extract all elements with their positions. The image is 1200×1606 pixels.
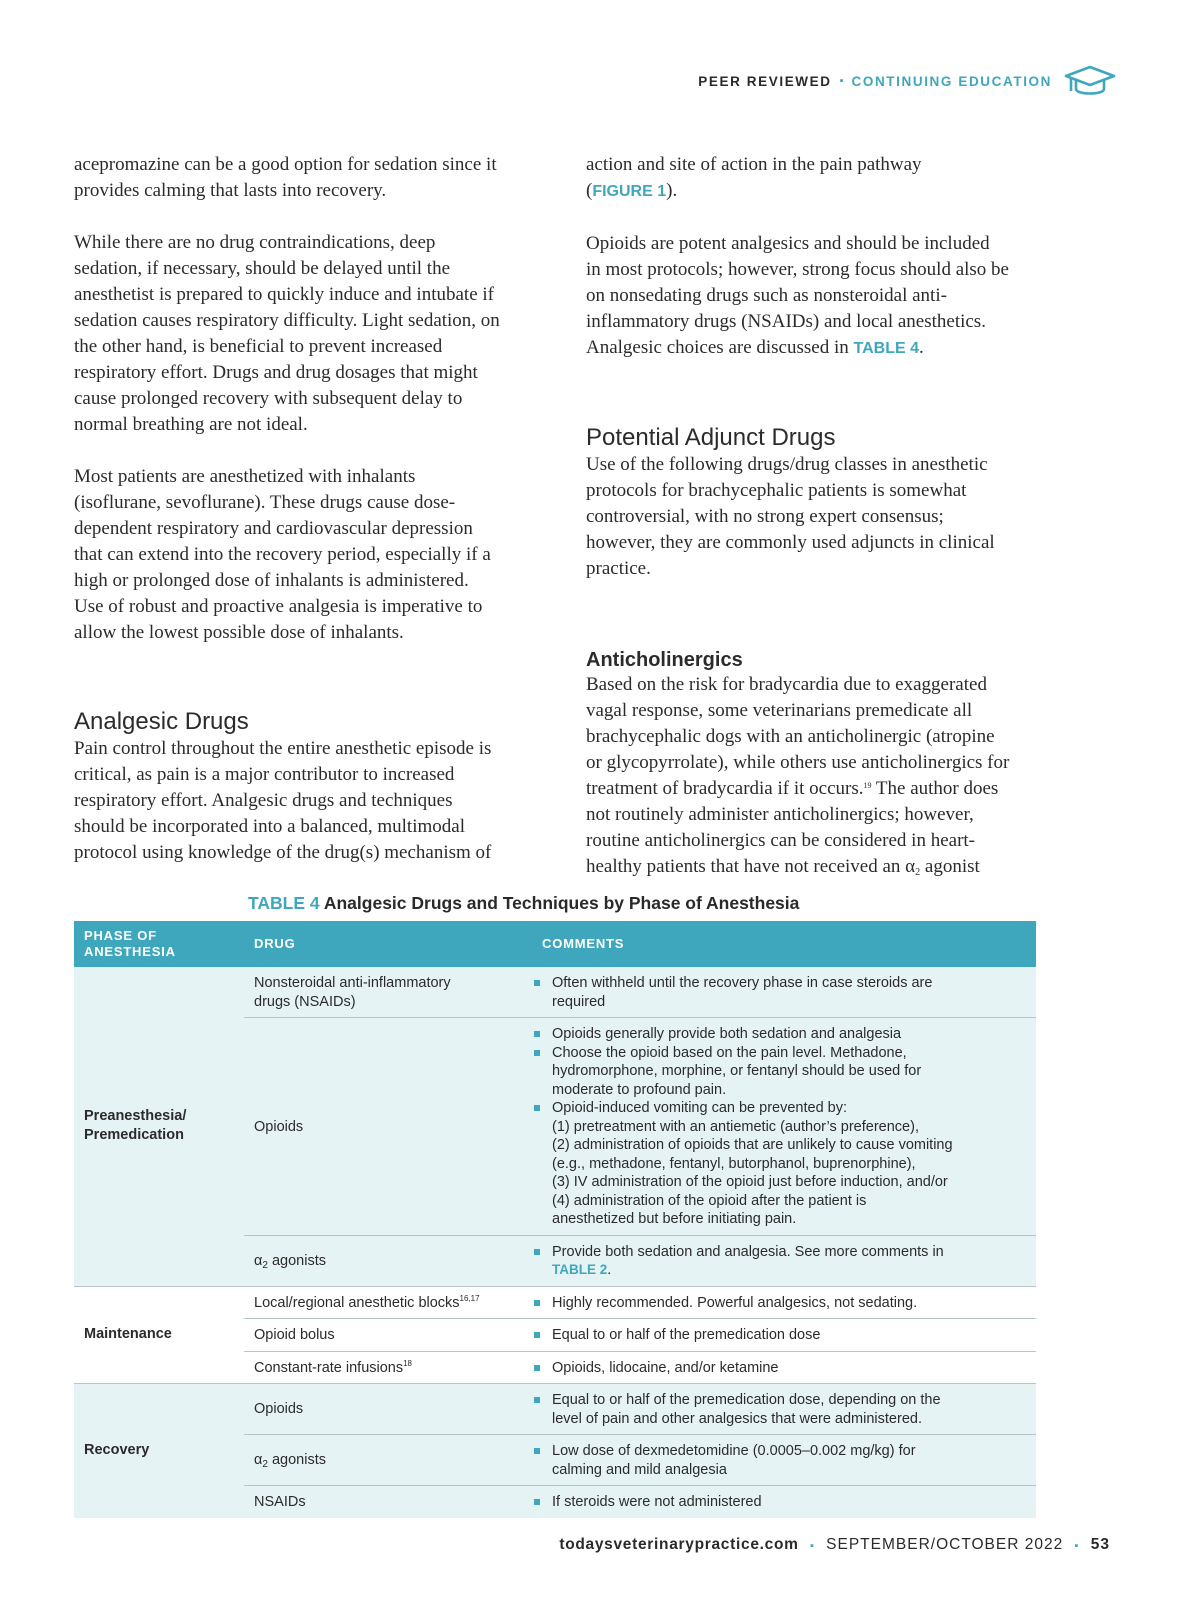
bullet-item <box>532 1243 1028 1280</box>
text-line: protocol using knowledge of the drug(s) mechanism of <box>74 842 492 863</box>
bullet-item <box>532 974 1028 1011</box>
heading-anticholinergics: Anticholinergics <box>586 649 743 671</box>
text-line: practice. <box>586 558 651 579</box>
comments-cell <box>532 1025 1036 1229</box>
text-line: or glycopyrrolate), while others use anticholinergics for <box>586 752 1010 773</box>
bullet-square-icon <box>534 980 540 986</box>
paragraph <box>74 152 536 204</box>
text-line: respiratory effort. Drugs and drug dosages that might <box>74 362 478 383</box>
text-line: high or prolonged dose of inhalants is administered. <box>74 570 469 591</box>
drug-cell: Opioid bolus <box>254 1327 335 1343</box>
table-caption <box>248 893 799 914</box>
bullet-square-icon <box>534 1249 540 1255</box>
bullet-item <box>532 1044 1028 1100</box>
comments-cell <box>532 1294 1036 1313</box>
text-line: Use of the following drugs/drug classes in anesthetic <box>586 454 988 475</box>
comment-text: Low dose of dexmedetomidine (0.0005–0.002 mg/kg) for <box>552 1443 916 1459</box>
table-4-link[interactable]: TABLE 4 <box>853 340 919 357</box>
table-row <box>244 1287 1036 1319</box>
drug-text: agonists <box>267 1252 326 1269</box>
footer-separator: ▪ <box>809 1540 815 1552</box>
drug-text: drugs (NSAIDs) <box>254 993 356 1010</box>
table-header <box>74 921 1036 967</box>
paragraph <box>74 230 536 438</box>
table-title: Analgesic Drugs and Techniques by Phase of Anesthesia <box>323 893 800 913</box>
category-label: CONTINUING EDUCATION <box>851 73 1052 89</box>
phase-label <box>84 967 244 1286</box>
paragraph <box>586 672 1048 880</box>
heading-potential-adjunct-drugs: Potential Adjunct Drugs <box>586 424 836 451</box>
drug-text: agonists <box>267 1452 326 1469</box>
comment-text: Opioids generally provide both sedation and analgesia <box>552 1026 902 1042</box>
phase-group-recovery <box>74 1383 1036 1518</box>
paragraph <box>74 736 536 866</box>
page-footer <box>559 1536 1110 1554</box>
comment-text: . <box>607 1262 612 1278</box>
phase-label: Maintenance <box>84 1326 172 1343</box>
text-line: action and site of action in the pain pathway <box>586 154 922 175</box>
comments-cell <box>532 1243 1036 1280</box>
text: . <box>918 337 924 358</box>
header-comments: COMMENTS <box>542 936 625 951</box>
text-line: routine anticholinergics can be considered in heart- <box>586 830 975 851</box>
comments-cell <box>532 1391 1036 1428</box>
citation: 18 <box>403 1358 413 1368</box>
drug-cell: NSAIDs <box>254 1494 306 1510</box>
bullet-square-icon <box>534 1332 540 1338</box>
drug-text: α <box>254 1252 263 1269</box>
comment-text: Equal to or half of the premedication dose <box>552 1327 821 1343</box>
text-line: allow the lowest possible dose of inhalants. <box>74 622 404 643</box>
text-line: should be incorporated into a balanced, multimodal <box>74 816 465 837</box>
text-line: the other hand, is beneficial to prevent increased <box>74 336 443 357</box>
paragraph <box>74 464 536 646</box>
text-line <box>586 854 1048 880</box>
phase-label: Recovery <box>84 1442 150 1459</box>
header-drug: DRUG <box>254 936 296 951</box>
bullet-item <box>532 1099 1028 1229</box>
text-line: that can extend into the recovery period, especially if a <box>74 544 491 565</box>
text-line: controversial, with no strong expert consensus; <box>586 506 944 527</box>
bullet-item <box>532 1359 1028 1378</box>
comment-text: (2) administration of opioids that are unlikely to cause vomiting <box>552 1137 953 1153</box>
drug-cell: Opioids <box>254 1118 304 1135</box>
text-line: brachycephalic dogs with an anticholinergic (atropine <box>586 726 995 747</box>
comment-text: level of pain and other analgesics that were administered. <box>552 1410 922 1427</box>
phase-text: Preanesthesia/ <box>84 1108 187 1125</box>
phase-group-preanesthesia <box>74 967 1036 1286</box>
text-line <box>586 776 1048 802</box>
comment-text: calming and mild analgesia <box>552 1461 727 1478</box>
comment-text: (3) IV administration of the opioid just before induction, and/or <box>552 1174 948 1190</box>
table-row <box>244 1351 1036 1384</box>
comment-text: (1) pretreatment with an antiemetic (author’s preference), <box>552 1118 919 1135</box>
comment-text: Equal to or half of the premedication dose, depending on the <box>552 1392 941 1408</box>
text-line: Use of robust and proactive analgesia is imperative to <box>74 596 483 617</box>
text-line: anesthetist is prepared to quickly induce and intubate if <box>74 284 494 305</box>
paragraph <box>586 231 1048 362</box>
comment-text: If steroids were not administered <box>552 1494 762 1510</box>
text-line: Pain control throughout the entire anesthetic episode is <box>74 738 492 759</box>
text: treatment of bradycardia if it occurs. <box>586 778 864 799</box>
text-line: cause prolonged recovery with subsequent delay to <box>74 388 463 409</box>
text-line: sedation, if necessary, should be delayed until the <box>74 258 451 279</box>
bullet-square-icon <box>534 1448 540 1454</box>
comment-text: (e.g., methadone, fentanyl, butorphanol, buprenorphine), <box>552 1155 916 1172</box>
text-line <box>586 335 1048 362</box>
table-row <box>244 1434 1036 1485</box>
bullet-item <box>532 1442 1028 1479</box>
table-number: TABLE 4 <box>248 893 320 913</box>
comment-text: required <box>552 993 606 1010</box>
comment-text: anesthetized but before initiating pain. <box>552 1211 797 1227</box>
comment-text: Highly recommended. Powerful analgesics, not sedating. <box>552 1294 918 1311</box>
website-link[interactable]: todaysveterinarypractice.com <box>559 1536 799 1553</box>
bullet-square-icon <box>534 1365 540 1371</box>
drug-cell <box>244 1359 532 1378</box>
text-line: acepromazine can be a good option for sedation since it <box>74 154 497 175</box>
text-line: not routinely administer anticholinergics; however, <box>586 804 974 825</box>
text-line: Most patients are anesthetized with inhalants <box>74 466 416 487</box>
drug-text: α <box>254 1452 263 1469</box>
drug-cell <box>244 1252 532 1271</box>
text-line: dependent respiratory and cardiovascular depression <box>74 518 473 539</box>
comment-text: Often withheld until the recovery phase in case steroids are <box>552 975 933 991</box>
bullet-item <box>532 1493 1028 1512</box>
drug-text: Local/regional anesthetic blocks <box>254 1294 460 1311</box>
table-row <box>244 967 1036 1017</box>
running-header <box>698 64 1116 98</box>
table-row <box>244 1235 1036 1286</box>
drug-cell: Opioids <box>254 1401 304 1418</box>
bullet-item <box>532 1326 1028 1345</box>
text-line: critical, as pain is a major contributor to increased <box>74 764 455 785</box>
text-line: in most protocols; however, strong focus should also be <box>586 259 1009 280</box>
left-column <box>74 152 536 892</box>
text-line: sedation causes respiratory difficulty. Light sedation, on <box>74 310 500 331</box>
comments-cell <box>532 1326 1036 1345</box>
header-phase <box>84 921 234 967</box>
right-column <box>586 152 1048 906</box>
bullet-item <box>532 1391 1028 1428</box>
citation: 16,17 <box>459 1293 480 1303</box>
comments-cell <box>532 1493 1036 1512</box>
text: The author does <box>871 778 999 799</box>
paren: ). <box>666 180 678 201</box>
text-line: normal breathing are not ideal. <box>74 414 308 435</box>
bullet-square-icon <box>534 1499 540 1505</box>
analgesic-table <box>74 921 1036 1518</box>
drug-text: Nonsteroidal anti-inflammatory <box>254 975 451 991</box>
page-number: 53 <box>1090 1536 1110 1553</box>
table-row <box>244 1485 1036 1518</box>
header-separator: ▪ <box>839 75 844 87</box>
footer-separator: ▪ <box>1074 1540 1080 1552</box>
text-line <box>586 178 1048 205</box>
comments-cell <box>532 1359 1036 1378</box>
header-text: PHASE OF <box>84 928 157 943</box>
text-line: on nonsedating drugs such as nonsteroidal anti- <box>586 285 947 306</box>
drug-cell <box>244 974 532 1011</box>
text: Analgesic choices are discussed in <box>586 337 854 358</box>
text-line: provides calming that lasts into recovery. <box>74 180 387 201</box>
bullet-square-icon <box>534 1031 540 1037</box>
bullet-item <box>532 1294 1028 1313</box>
table-2-link[interactable]: TABLE 2 <box>552 1262 608 1277</box>
bullet-item <box>532 1025 1028 1044</box>
text-line: (isoflurane, sevoflurane). These drugs cause dose- <box>74 492 456 513</box>
comment-text: (4) administration of the opioid after the patient is <box>552 1192 867 1209</box>
graduation-cap-icon <box>1064 64 1116 98</box>
subscript: 2 <box>262 1259 268 1271</box>
section-label: PEER REVIEWED <box>698 73 832 89</box>
bullet-square-icon <box>534 1397 540 1403</box>
issue-date: SEPTEMBER/OCTOBER 2022 <box>826 1536 1064 1553</box>
subscript: 2 <box>262 1459 268 1471</box>
bullet-square-icon <box>534 1300 540 1306</box>
text-line: While there are no drug contraindications, deep <box>74 232 436 253</box>
text-line: Opioids are potent analgesics and should be included <box>586 233 990 254</box>
text-line: protocols for brachycephalic patients is somewhat <box>586 480 967 501</box>
text-line: inflammatory drugs (NSAIDs) and local anesthetics. <box>586 311 986 332</box>
subscript: 2 <box>915 867 921 878</box>
phase-text: Premedication <box>84 1127 184 1144</box>
figure-1-link[interactable]: FIGURE 1 <box>592 183 667 200</box>
paren: ( <box>586 180 593 201</box>
heading-analgesic-drugs: Analgesic Drugs <box>74 708 249 735</box>
comment-text: Choose the opioid based on the pain level. Methadone, <box>552 1044 907 1061</box>
bullet-square-icon <box>534 1050 540 1056</box>
drug-text: Constant-rate infusions <box>254 1359 404 1376</box>
text: healthy patients that have not received an α <box>586 856 916 877</box>
comments-cell <box>532 1442 1036 1479</box>
comment-text: Opioid-induced vomiting can be prevented by: <box>552 1100 848 1116</box>
bullet-square-icon <box>534 1105 540 1111</box>
text-line: vagal response, some veterinarians premedicate all <box>586 700 973 721</box>
paragraph <box>586 152 1048 205</box>
text-line: Based on the risk for bradycardia due to exaggerated <box>586 674 987 695</box>
citation-19: 19 <box>863 781 872 790</box>
table-row <box>244 1017 1036 1235</box>
table-row <box>244 1318 1036 1351</box>
comment-text: moderate to profound pain. <box>552 1081 727 1098</box>
comment-text: Opioids, lidocaine, and/or ketamine <box>552 1359 779 1376</box>
table-row <box>244 1384 1036 1434</box>
header-text: ANESTHESIA <box>84 944 176 959</box>
comments-cell <box>532 974 1036 1011</box>
paragraph <box>586 452 1048 582</box>
text-line: however, they are commonly used adjuncts in clinical <box>586 532 995 553</box>
comment-text: Provide both sedation and analgesia. See more comments in <box>552 1243 944 1260</box>
text-line: respiratory effort. Analgesic drugs and techniques <box>74 790 453 811</box>
drug-cell <box>244 1451 532 1470</box>
comment-text: hydromorphone, morphine, or fentanyl should be used for <box>552 1063 922 1079</box>
text: agonist <box>920 856 980 877</box>
phase-group-maintenance <box>74 1286 1036 1384</box>
drug-cell <box>244 1294 532 1313</box>
